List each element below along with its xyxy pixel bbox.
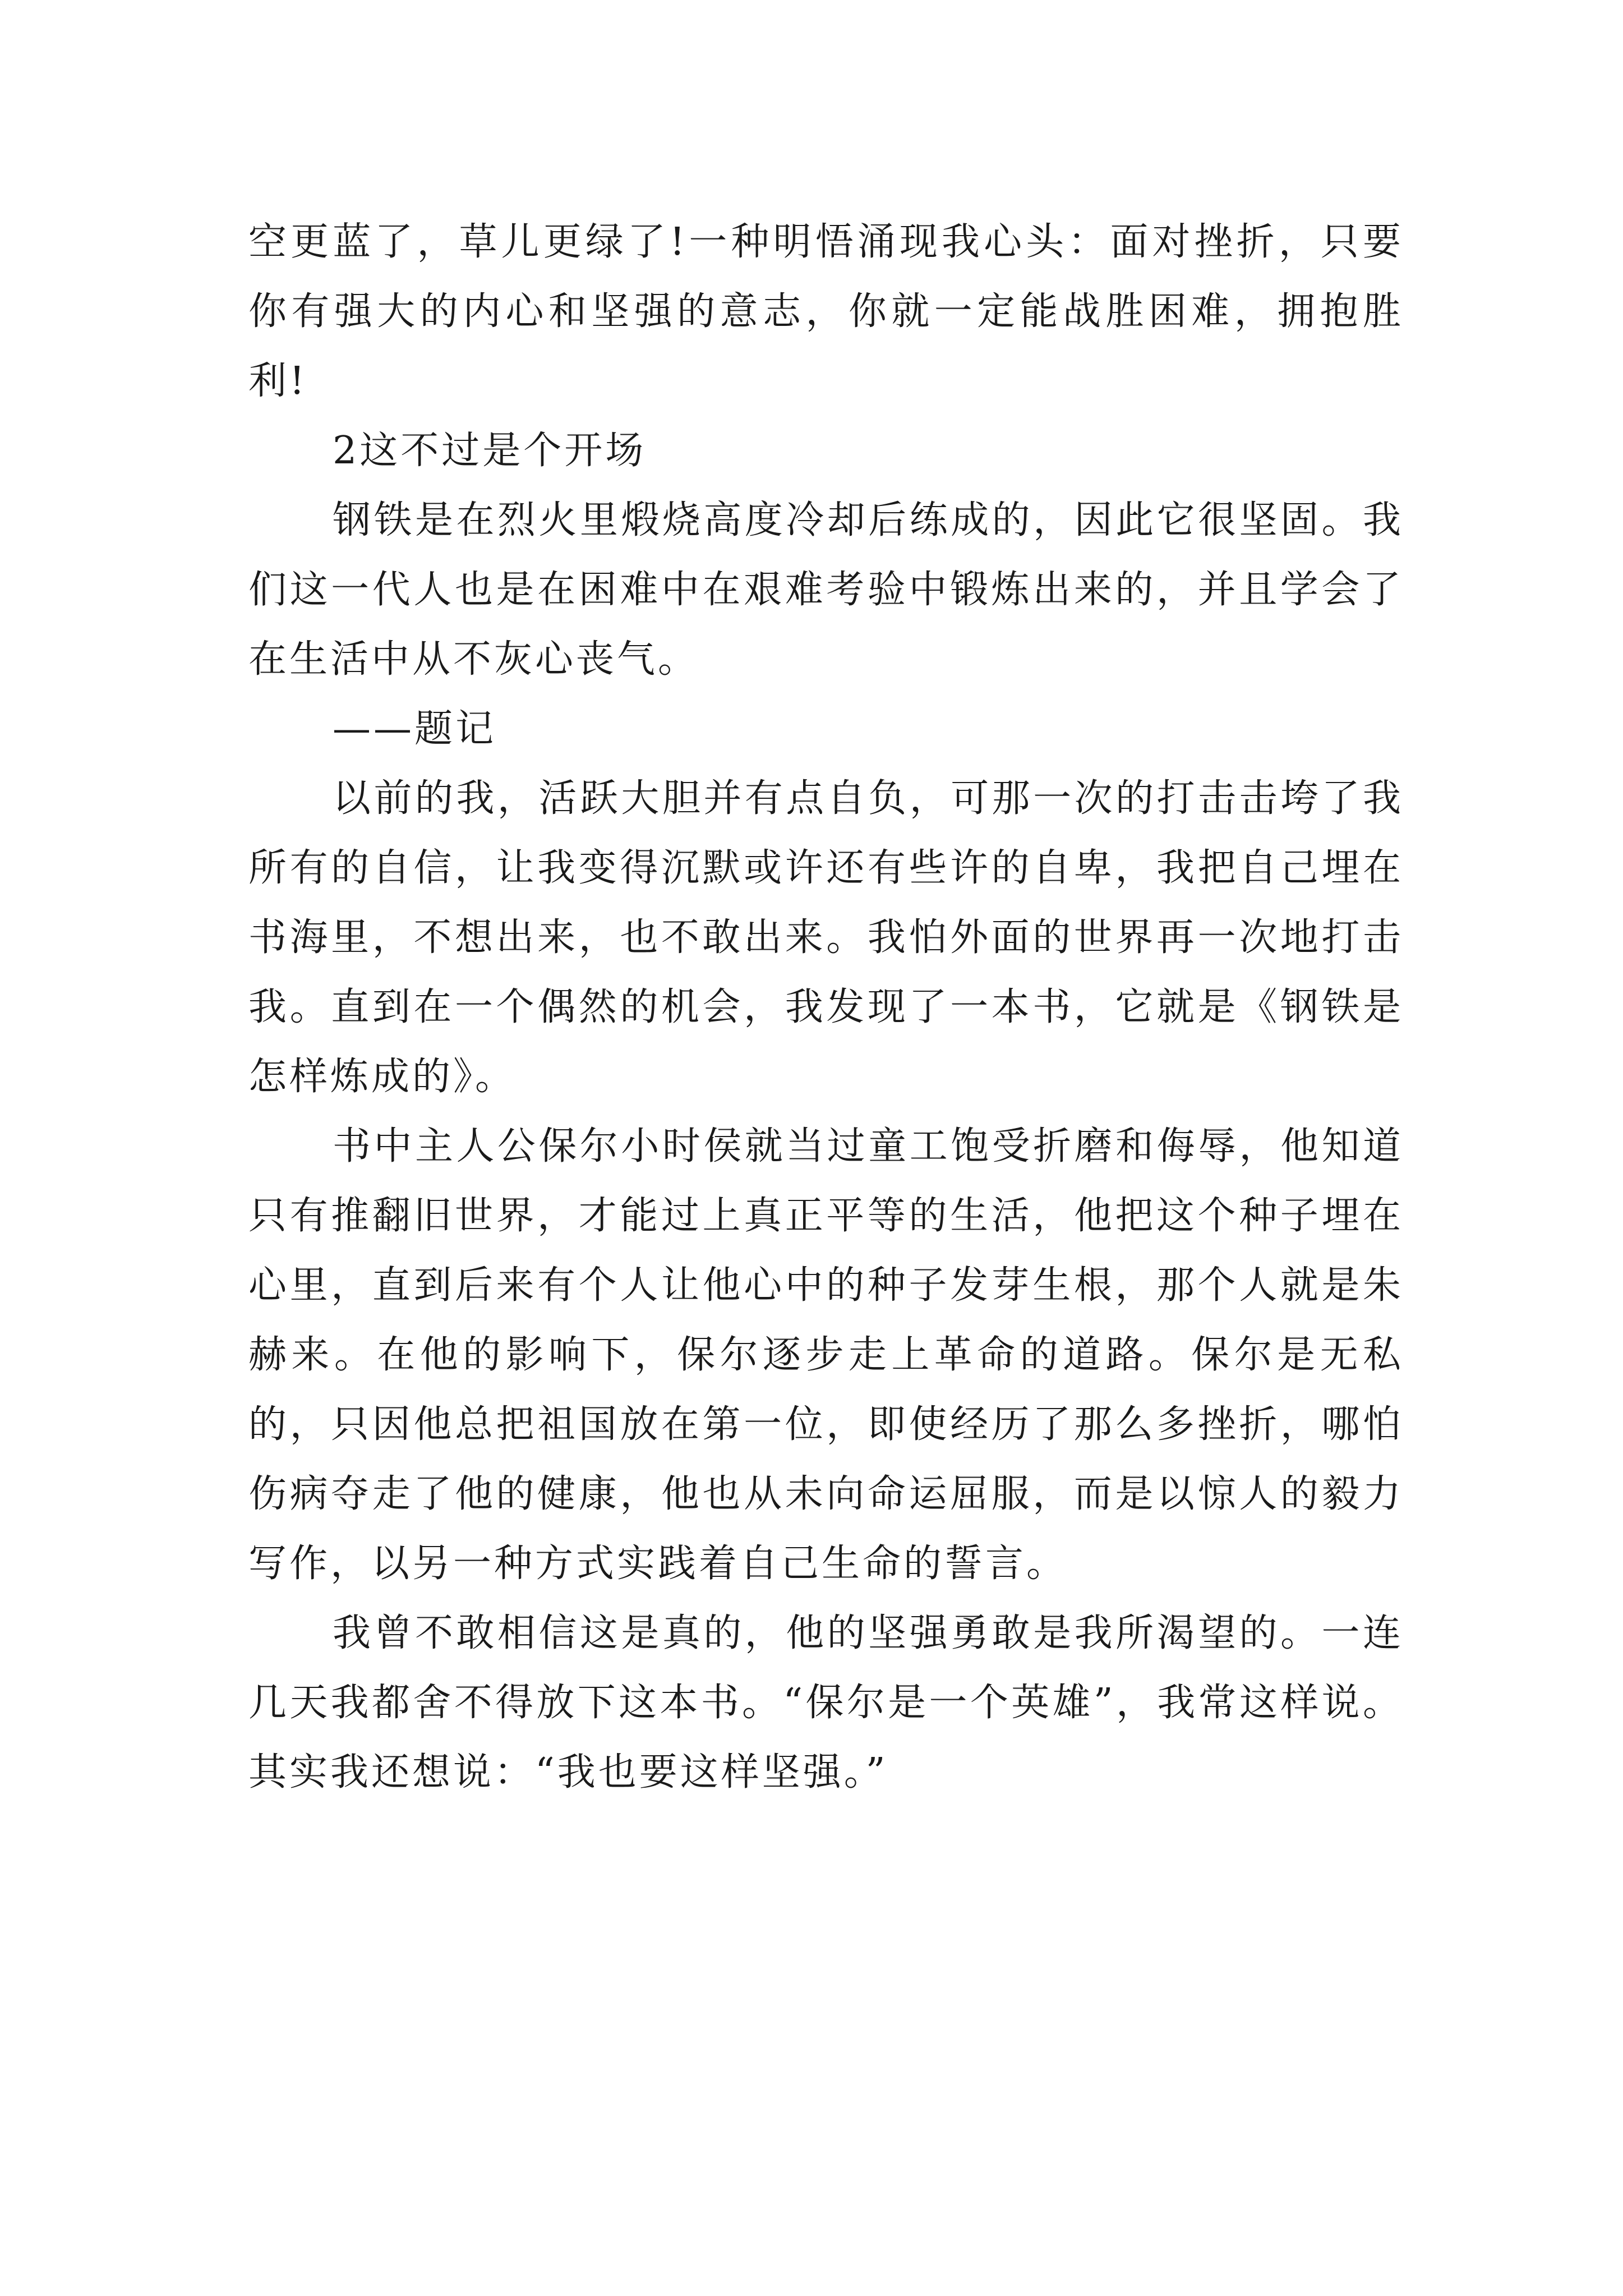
body-text — [248, 208, 1404, 1807]
paragraph: 我曾不敢相信这是真的，他的坚强勇敢是我所渴望的。一连几天我都舍不得放下这本书。“保尔是一个英雄”，我常这样说。其实我还想说：“我也要这样坚强。” — [248, 1611, 1404, 1795]
section-heading: 2这不过是个开场 — [333, 429, 647, 473]
paragraph: 以前的我，活跃大胆并有点自负，可那一次的打击击垮了我所有的自信，让我变得沉默或许还有些许的自卑，我把自己埋在书海里，不想出来，也不敢出来。我怕外面的世界再一次地打击我。直到在一个偶然的机会，我发现了一本书，它就是《钢铁是怎样炼成的》。 — [248, 776, 1404, 1099]
paragraph: 书中主人公保尔小时侯就当过童工饱受折磨和侮辱，他知道只有推翻旧世界，才能过上真正平等的生活，他把这个种子埋在心里，直到后来有个人让他心中的种子发芽生根，那个人就是朱赫来。在他的影响下，保尔逐步走上革命的道路。保尔是无私的，只因他总把祖国放在第一位，即使经历了那么多挫折，哪怕伤病夺走了他的健康，他也从未向命运屈服，而是以惊人的毅力写作，以另一种方式实践着自己生命的誓言。 — [248, 1124, 1404, 1586]
epigraph-paragraph: 钢铁是在烈火里煅烧高度冷却后练成的，因此它很坚固。我们这一代人也是在困难中在艰难考验中锻炼出来的，并且学会了在生活中从不灰心丧气。 — [248, 498, 1404, 682]
paragraph-continuation: 空更蓝了，草儿更绿了!一种明悟涌现我心头：面对挫折，只要你有强大的内心和坚强的意志，你就一定能战胜困难，拥抱胜利! — [248, 220, 1404, 403]
epigraph-attribution: ——题记 — [333, 707, 497, 751]
